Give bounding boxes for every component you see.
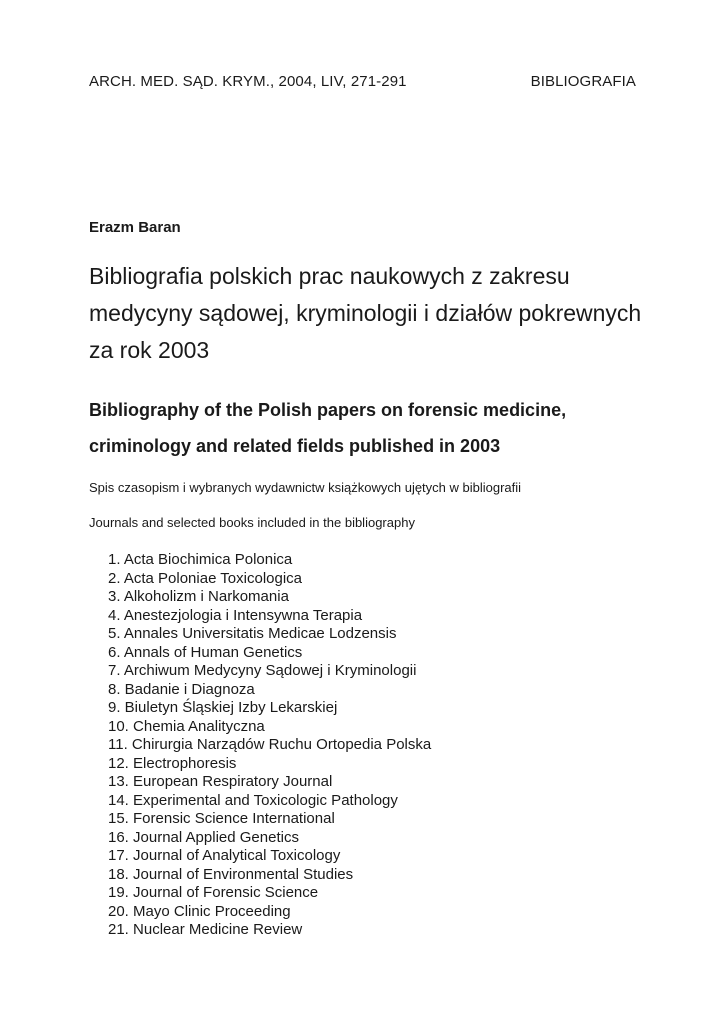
journal-item: 4. Anestezjologia i Intensywna Terapia	[108, 606, 363, 624]
journal-item: 12. Electrophoresis	[108, 754, 237, 772]
journal-item: 15. Forensic Science International	[108, 810, 335, 827]
journal-item: 6. Annals of Human Genetics	[108, 643, 303, 661]
journal-item: 10. Chemia Analityczna	[108, 717, 265, 735]
journal-item: 2. Acta Poloniae Toxicologica	[108, 569, 303, 587]
journal-item: 18. Journal of Environmental Studies	[108, 865, 354, 883]
journal-item: 7. Archiwum Medycyny Sądowej i Kryminologii	[108, 662, 417, 679]
journal-item: 19. Journal of Forensic Science	[108, 884, 319, 901]
journal-item: 14. Experimental and Toxicologic Pathology	[108, 791, 398, 809]
journal-item: 8. Badanie i Diagnoza	[108, 680, 255, 698]
title-polish: Bibliografia polskich prac naukowych z zakresu medycyny sądowej, kryminologii i działów pokrewnych za rok 2003	[89, 263, 642, 363]
journal-item: 5. Annales Universitatis Medicae Lodzensis	[108, 625, 397, 642]
journal-list	[108, 551, 431, 940]
running-header	[89, 73, 636, 90]
author-name: Erazm Baran	[89, 219, 181, 236]
journal-item: 11. Chirurgia Narządów Ruchu Ortopedia Polska	[108, 736, 432, 753]
title-english: Bibliography of the Polish papers on forensic medicine, criminology and related fields published in 2003	[89, 400, 567, 456]
subtitle-polish: Spis czasopism i wybranych wydawnictw książkowych ujętych w bibliografii	[89, 480, 522, 495]
journal-item: 13. European Respiratory Journal	[108, 773, 333, 790]
journal-item: 9. Biuletyn Śląskiej Izby Lekarskiej	[108, 699, 338, 716]
journal-item: 16. Journal Applied Genetics	[108, 828, 299, 846]
journal-item: 20. Mayo Clinic Proceeding	[108, 902, 291, 920]
journal-item: 21. Nuclear Medicine Review	[108, 921, 303, 938]
section-label: BIBLIOGRAFIA	[530, 73, 636, 90]
journal-item: 1. Acta Biochimica Polonica	[108, 551, 293, 568]
journal-item: 3. Alkoholizm i Narkomania	[108, 588, 289, 605]
journal-item: 17. Journal of Analytical Toxicology	[108, 847, 341, 864]
journal-citation: ARCH. MED. SĄD. KRYM., 2004, LIV, 271-291	[89, 73, 407, 90]
subtitle-english: Journals and selected books included in the bibliography	[89, 515, 415, 530]
